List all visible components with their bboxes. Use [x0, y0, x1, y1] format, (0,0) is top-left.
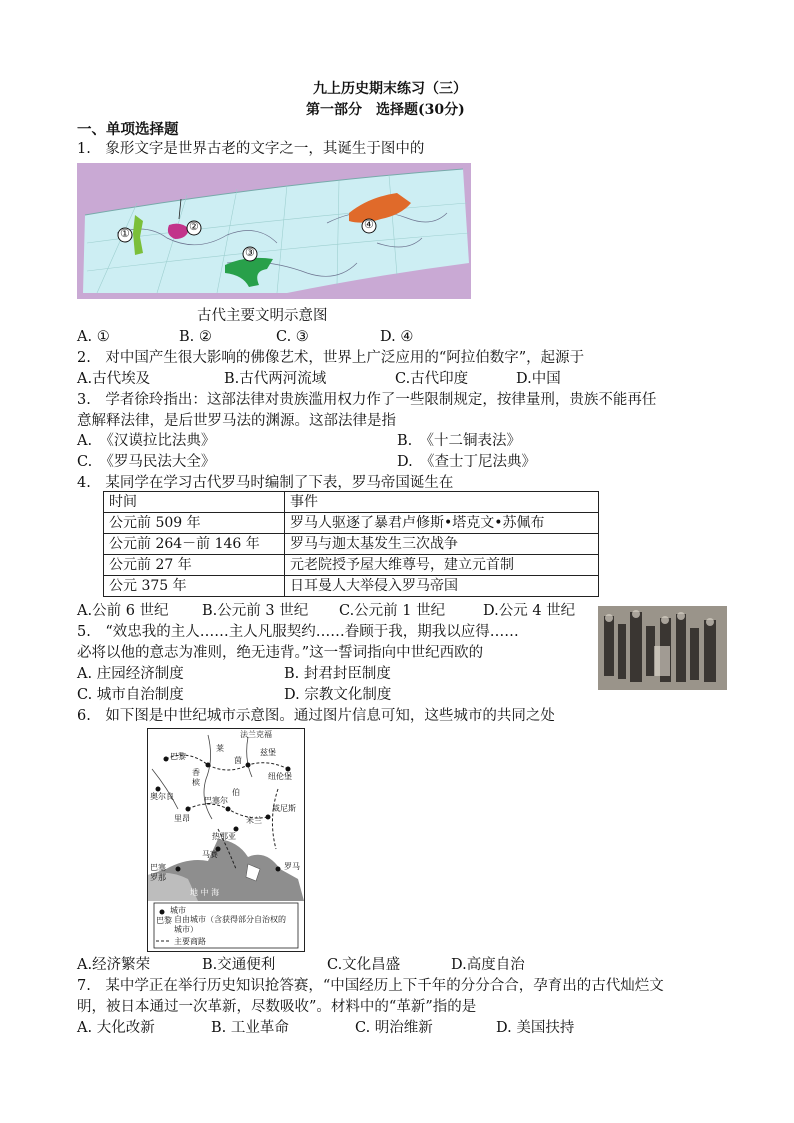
table-header-event: 事件 [285, 492, 599, 513]
map-label-3: ③ [245, 246, 255, 259]
map-place-basel: 巴塞尔 [204, 796, 228, 805]
map-place-lyon: 里昂 [174, 814, 190, 823]
table-cell-time: 公元 375 年 [104, 576, 285, 597]
map-place-paris: 巴黎 [170, 752, 186, 761]
q2-option-b[interactable]: B.古代两河流域 [224, 371, 327, 387]
section-heading: 一、单项选择题 [77, 121, 179, 138]
q7-option-a[interactable]: A. 大化改新 [77, 1020, 155, 1036]
q1-map-caption: 古代主要文明示意图 [197, 308, 328, 324]
map-place-nuremberg: 纽伦堡 [268, 772, 292, 781]
table-row [104, 534, 599, 555]
q1-option-b[interactable]: B. ② [179, 329, 212, 345]
q1-map-svg [77, 163, 471, 299]
table-header-row [104, 492, 599, 513]
q3-stem-line2: 意解释法律，是后世罗马法的渊源。这部法律是指 [77, 413, 396, 429]
map-label-1: ① [120, 227, 130, 240]
q5-image-svg [598, 606, 727, 690]
q7-stem-line2: 明，被日本通过一次革新，尽数吸收”。材料中的“革新”指的是 [77, 999, 477, 1015]
q7-option-b[interactable]: B. 工业革命 [211, 1020, 289, 1036]
q2-option-d[interactable]: D.中国 [516, 371, 561, 387]
legend-free-city: 自由城市（含获得部分自治权的城市） [174, 915, 286, 934]
q4-table [103, 491, 599, 597]
q4-option-b[interactable]: B.公元前 3 世纪 [202, 603, 309, 619]
map-place-venice: 威尼斯 [272, 804, 296, 813]
q7-option-d[interactable]: D. 美国扶持 [496, 1020, 575, 1036]
map-place-yin: 茵 [234, 756, 242, 765]
q4-option-c[interactable]: C.公元前 1 世纪 [339, 603, 446, 619]
q5-stem-line2: 必将以他的意志为准则，绝无违背。”这一誓词指向中世纪西欧的 [77, 645, 484, 661]
q3-option-c[interactable]: C. 《罗马民法大全》 [77, 454, 216, 470]
table-header-time: 时间 [104, 492, 285, 513]
q5-option-c[interactable]: C. 城市自治制度 [77, 687, 184, 703]
q6-stem: 6. 如下图是中世纪城市示意图。通过图片信息可知，这些城市的共同之处 [77, 708, 555, 724]
map-place-lai: 莱 [216, 744, 224, 753]
q3-option-b[interactable]: B. 《十二铜表法》 [397, 433, 522, 449]
table-cell-event: 日耳曼人大举侵入罗马帝国 [285, 576, 599, 597]
q6-option-a[interactable]: A.经济繁荣 [77, 957, 151, 973]
map-place-zibao: 兹堡 [260, 748, 276, 757]
legend-trade-route: 主要商路 [174, 937, 206, 946]
table-cell-event: 元老院授予屋大维尊号，建立元首制 [285, 555, 599, 576]
q6-option-c[interactable]: C.文化昌盛 [327, 957, 401, 973]
map-place-barcelona: 巴塞罗那 [150, 863, 166, 882]
q2-option-c[interactable]: C.古代印度 [395, 371, 469, 387]
map-place-xiang: 香 [192, 768, 200, 777]
q5-option-a[interactable]: A. 庄园经济制度 [77, 666, 184, 682]
table-row [104, 555, 599, 576]
q6-option-d[interactable]: D.高度自治 [451, 957, 525, 973]
map-place-mediterranean: 地 中 海 [190, 888, 220, 897]
table-cell-event: 罗马人驱逐了暴君卢修斯•塔克文•苏佩布 [285, 513, 599, 534]
q2-option-a[interactable]: A.古代埃及 [77, 371, 151, 387]
legend-city: 城市 [170, 906, 186, 915]
map-place-orleans: 奥尔良 [150, 792, 174, 801]
map-place-genoa: 热那亚 [212, 832, 236, 841]
map-place-frankfurt: 法兰克福 [240, 730, 272, 739]
legend-paris: 巴黎 [156, 916, 172, 925]
page-title: 九上历史期末练习（三） [313, 81, 467, 97]
table-cell-time: 公元前 264－前 146 年 [104, 534, 285, 555]
map-label-4: ④ [364, 218, 374, 231]
q5-option-b[interactable]: B. 封君封臣制度 [284, 666, 391, 682]
q4-stem: 4. 某同学在学习古代罗马时编制了下表，罗马帝国诞生在 [77, 475, 454, 491]
q7-stem-line1: 7. 某中学正在举行历史知识抢答赛，“中国经历上下千年的分分合合，孕育出的古代灿烂文 [77, 978, 664, 994]
map-place-marseille: 马赛 [202, 850, 218, 859]
q5-stem-line1: 5. “效忠我的主人……主人凡服契约……眷顾于我，期我以应得…… [77, 624, 519, 640]
table-cell-time: 公元前 509 年 [104, 513, 285, 534]
map-place-milan: 米兰 [246, 816, 262, 825]
q1-option-a[interactable]: A. ① [77, 329, 110, 345]
q5-option-d[interactable]: D. 宗教文化制度 [284, 687, 392, 703]
q4-option-d[interactable]: D.公元 4 世纪 [483, 603, 576, 619]
table-row [104, 513, 599, 534]
q3-option-a[interactable]: A. 《汉谟拉比法典》 [77, 433, 216, 449]
q5-ceremony-image [598, 606, 727, 690]
q1-civilization-map [77, 163, 471, 299]
q3-option-d[interactable]: D. 《查士丁尼法典》 [397, 454, 536, 470]
map-place-rome: 罗马 [284, 862, 300, 871]
page-subtitle: 第一部分 选择题(30分) [306, 102, 465, 118]
map-place-bin: 槟 [192, 778, 200, 787]
q4-option-a[interactable]: A.公前 6 世纪 [77, 603, 169, 619]
q3-stem-line1: 3. 学者徐玲指出：这部法律对贵族滥用权力作了一些限制规定，按律量刑，贵族不能再任 [77, 392, 657, 408]
table-cell-event: 罗马与迦太基发生三次战争 [285, 534, 599, 555]
q1-stem: 1. 象形文字是世界古老的文字之一，其诞生于图中的 [77, 141, 425, 157]
q1-option-c[interactable]: C. ③ [276, 329, 309, 345]
table-row [104, 576, 599, 597]
q2-stem: 2. 对中国产生很大影响的佛像艺术，世界上广泛应用的“阿拉伯数字”，起源于 [77, 350, 585, 366]
table-cell-time: 公元前 27 年 [104, 555, 285, 576]
q7-option-c[interactable]: C. 明治维新 [355, 1020, 433, 1036]
q6-option-b[interactable]: B.交通便利 [202, 957, 276, 973]
map-label-2: ② [189, 220, 199, 233]
q1-option-d[interactable]: D. ④ [380, 329, 414, 345]
map-place-bo: 伯 [232, 788, 240, 797]
q6-medieval-city-map [147, 728, 305, 952]
